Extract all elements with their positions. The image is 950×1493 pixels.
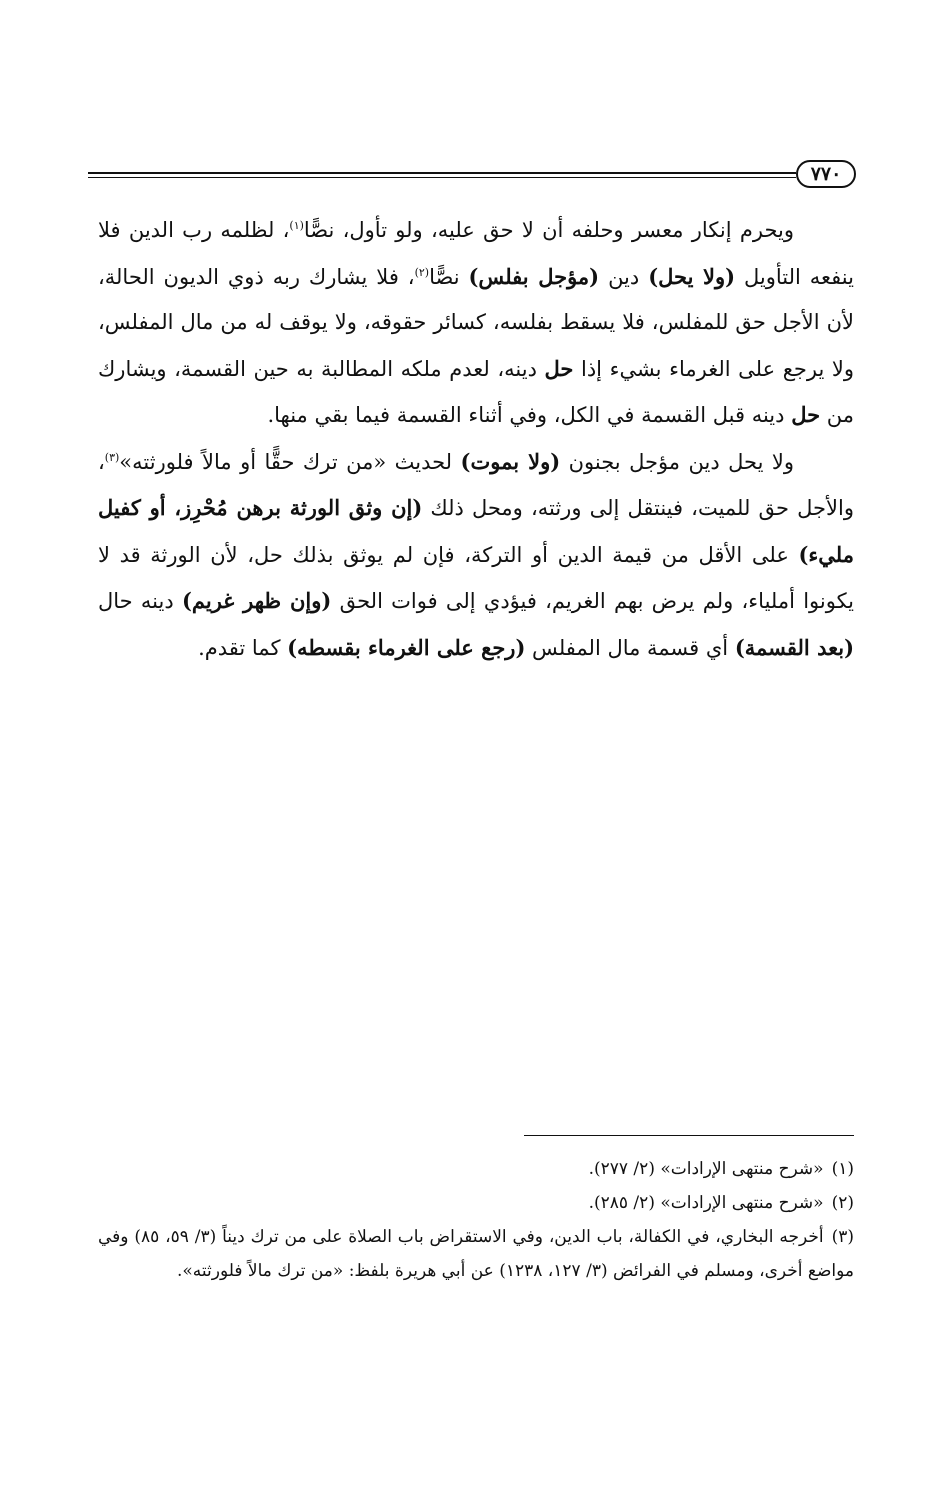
bold-term: (ولا بموت) [460, 448, 561, 474]
page-header [88, 160, 856, 190]
bold-term: (إن وثق الورثة برهن مُحْرِز، أو كفيل مليء) [98, 495, 854, 567]
footnote-text: «شرح منتهى الإرادات» (٢/ ٢٨٥). [588, 1193, 824, 1213]
footnote-ref-2[interactable]: (٢) [414, 265, 430, 279]
text-span: ويحرم إنكار معسر وحلفه أن لا حق عليه، ولو تأول، نصًّا [303, 218, 795, 242]
text-span: لحديث «من ترك حقًّا أو مالاً فلورثته» [119, 449, 461, 474]
text-span: دينه حال [98, 589, 182, 613]
footnote-1 [98, 1152, 854, 1186]
footnotes [98, 1152, 854, 1288]
bold-term: (وإن ظهر غريم) [181, 588, 332, 613]
footnote-3 [98, 1220, 854, 1288]
footnote-number: (٢) [831, 1193, 854, 1213]
footnote-ref-1[interactable]: (١) [289, 219, 304, 232]
text-span: ، والأجل حق للميت، فينتقل إلى ورثته، ومحل ذلك [98, 449, 854, 520]
footnote-ref-3[interactable]: (٣) [104, 450, 120, 464]
main-text [98, 208, 854, 671]
text-span: ، لظلمه رب الدين فلا ينفعه التأويل [98, 218, 854, 289]
footnote-number: (٣) [831, 1227, 854, 1247]
bold-term: (بعد القسمة) [734, 634, 854, 660]
bold-term: (ولا يحل) [648, 263, 736, 289]
text-span: أي قسمة مال المفلس [525, 635, 735, 660]
footnote-text: «شرح منتهى الإرادات» (٢/ ٢٧٧). [588, 1159, 824, 1179]
bold-term: حل [791, 402, 821, 427]
text-span: دين [599, 264, 649, 289]
bold-term: (رجع على الغرماء بقسطه) [287, 634, 526, 660]
page-number: ٧٧٠ [796, 160, 856, 188]
footnote-number: (١) [831, 1159, 854, 1179]
paragraph-2 [98, 439, 854, 672]
footnote-separator [524, 1135, 854, 1136]
text-span: ، فلا يشارك ربه ذوي الديون الحالة، لأن الأجل حق للمفلس، فلا يسقط بفلسه، كسائر حقوقه، ولا يوقف له من مال المفلس، ولا يرجع على الغرماء بشيء إذا [98, 264, 854, 381]
text-span: على الأقل من قيمة الدين أو التركة، فإن لم يوثق بذلك حل، لأن الورثة قد لا يكونوا أملياء، ولم يرض بهم الغريم، فيؤدي إلى فوات الحق [98, 542, 855, 613]
text-span: كما تقدم. [198, 635, 288, 660]
bold-term: حل [544, 355, 574, 381]
text-span: ولا يحل دين مؤجل بجنون [560, 449, 794, 474]
bold-term: (مؤجل بفلس) [468, 263, 600, 289]
text-span: دينه قبل القسمة في الكل، وفي أثناء القسمة فيما بقي منها. [267, 403, 792, 427]
header-rule [88, 172, 796, 174]
header-rule-thin [88, 177, 796, 178]
footnote-2 [98, 1186, 854, 1220]
paragraph-1 [98, 208, 854, 439]
text-span: دينه، لعدم ملكه المطالبة به حين القسمة، ويشارك من [98, 356, 854, 427]
footnote-text: أخرجه البخاري، في الكفالة، باب الدين، وفي الاستقراض باب الصلاة على من ترك ديناً (٣/ ٥٩، ٨٥) وفي مواضع أخرى، ومسلم في الفرائض (٣/ ١٢٧، ١٢٣٨) عن أبي هريرة بلفظ: «من ترك مالاً فلورثته». [98, 1227, 854, 1281]
text-span: نصًّا [429, 264, 469, 289]
